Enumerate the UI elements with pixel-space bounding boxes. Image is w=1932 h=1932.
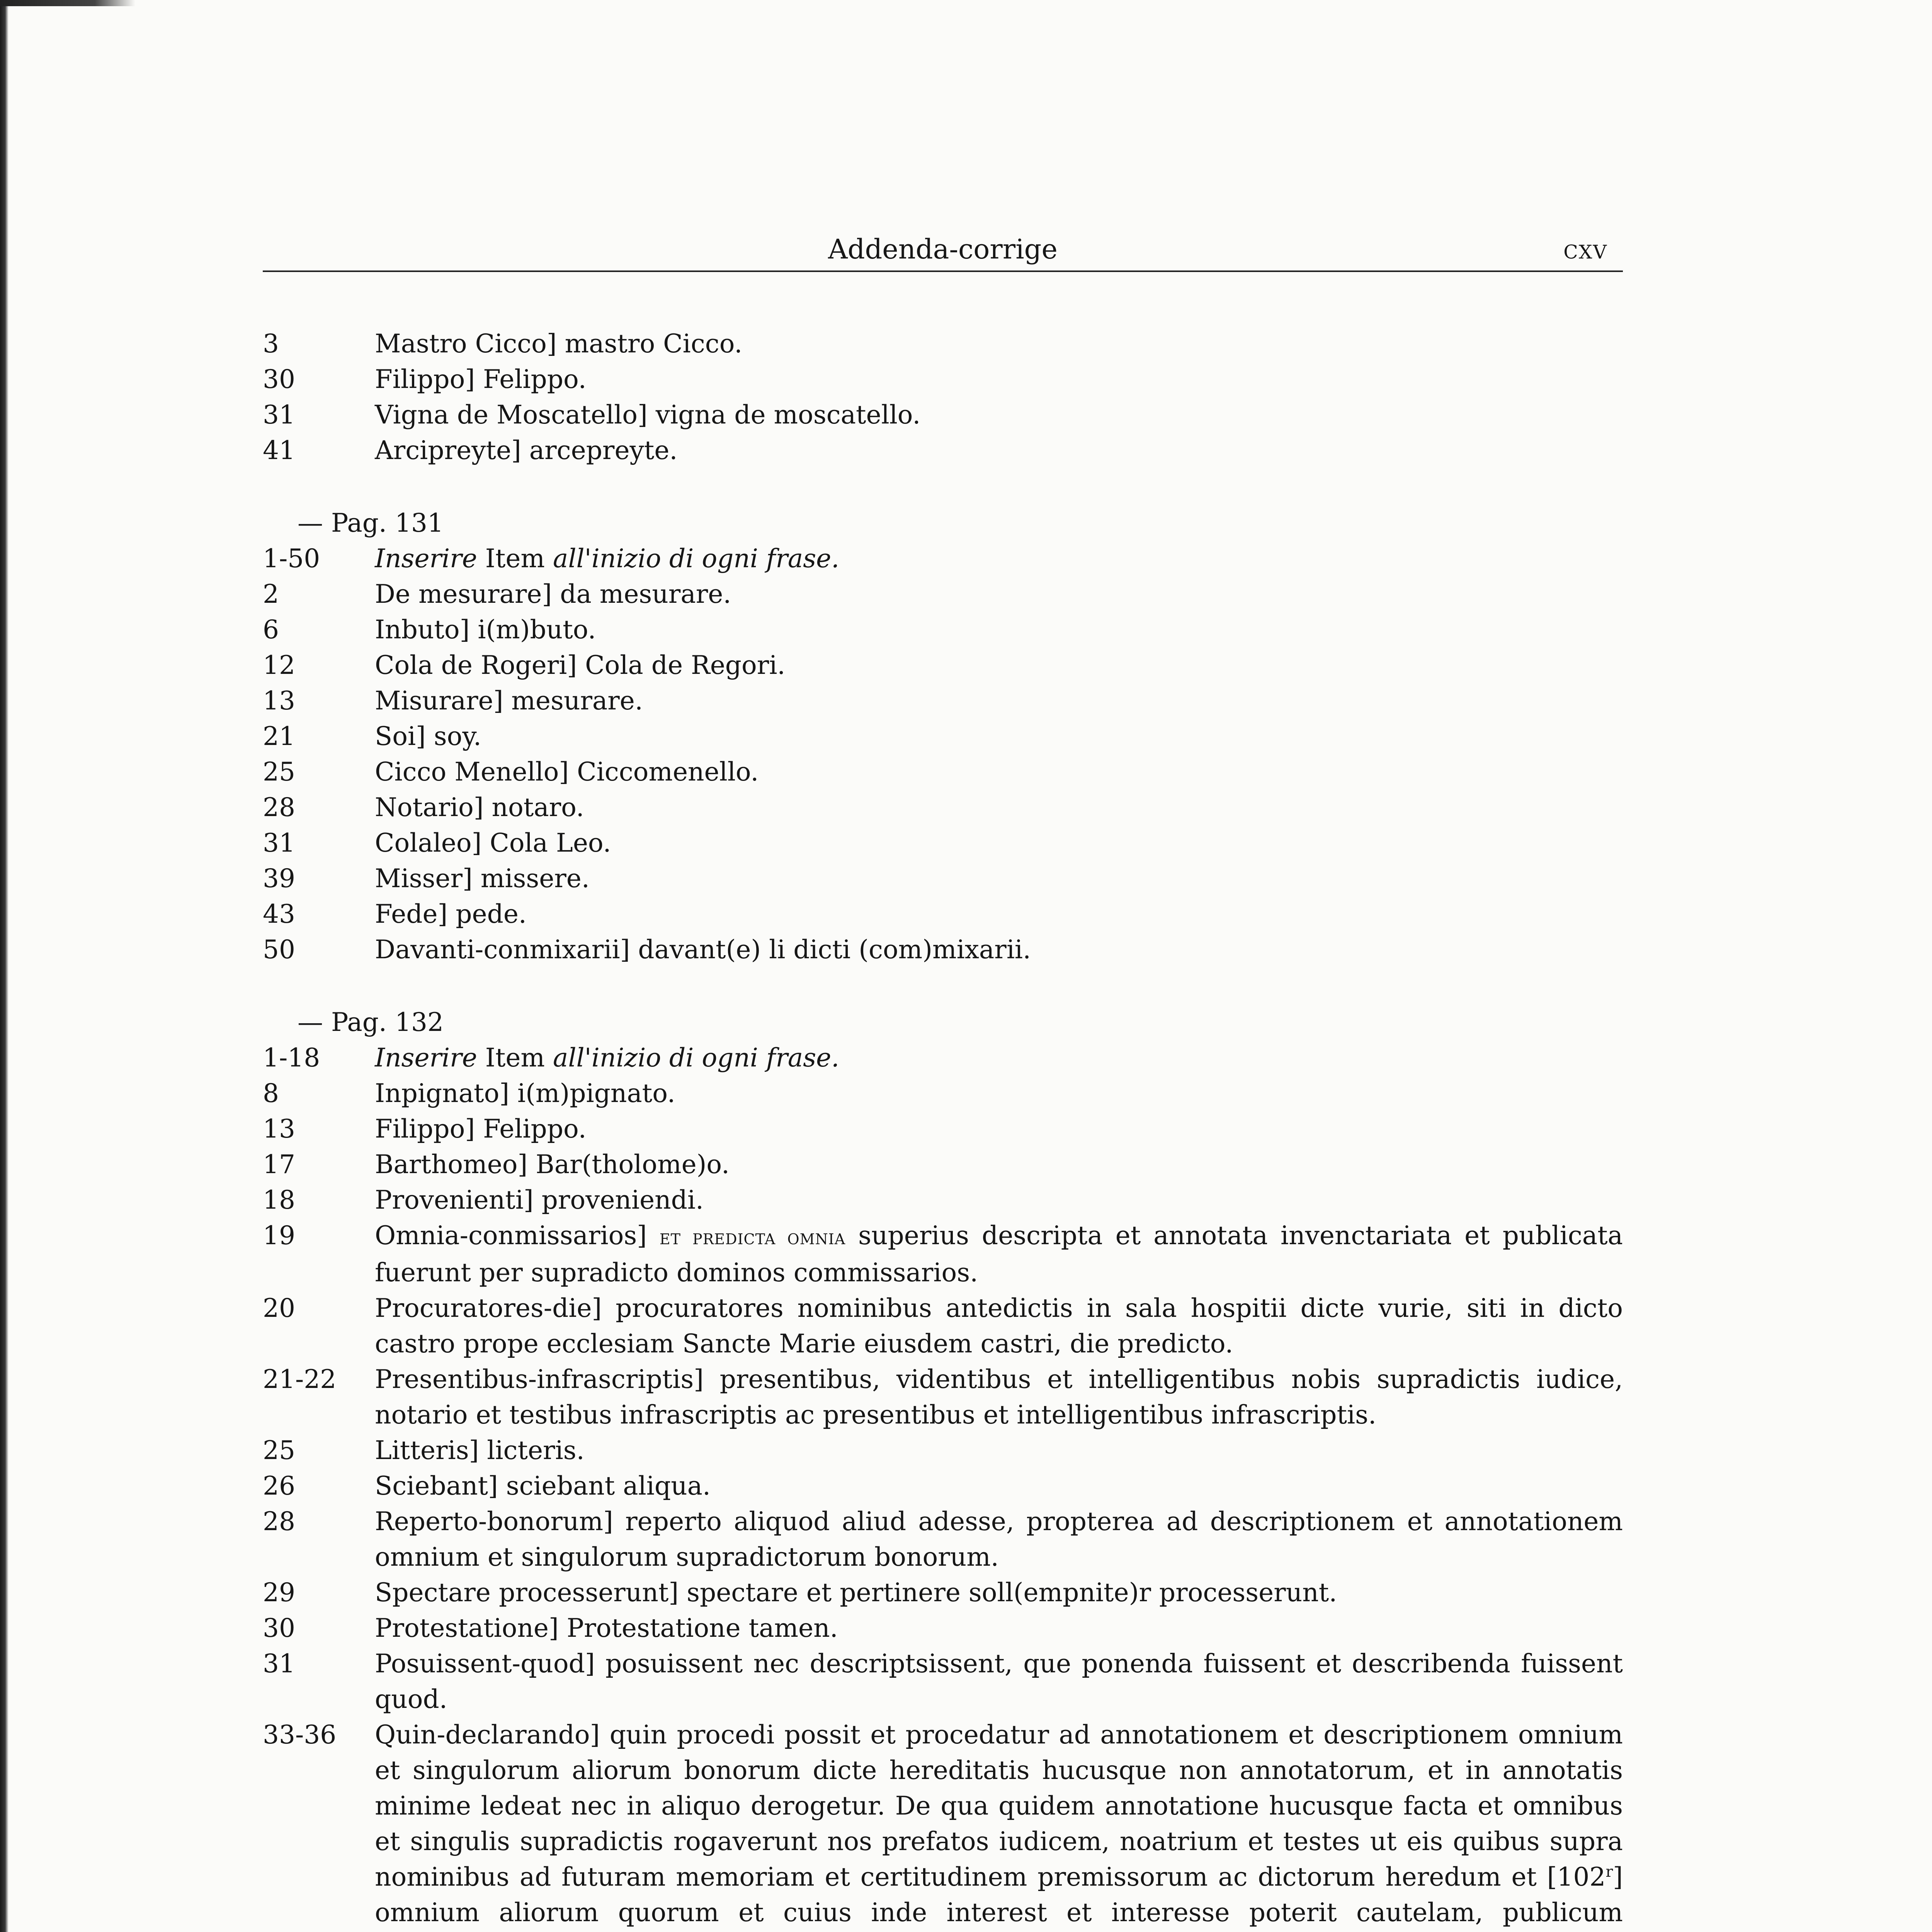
corrigendum-entry	[263, 1218, 1623, 1291]
corrigendum-entry	[263, 825, 1623, 861]
line-number: 50	[263, 935, 295, 964]
line-number: 20	[263, 1293, 295, 1323]
entry-text: Inbuto] i(m)buto.	[375, 615, 596, 645]
entry-text: Vigna de Moscatello] vigna de moscatello.	[375, 400, 921, 430]
line-number: 13	[263, 1114, 295, 1144]
entry-text: Sciebant] sciebant aliqua.	[375, 1471, 711, 1501]
instruction-italic: all'inizio di ogni frase.	[553, 1043, 840, 1073]
line-number: 28	[263, 1507, 295, 1536]
line-number: 18	[263, 1185, 295, 1215]
line-number: 8	[263, 1078, 279, 1108]
entry-text: Presentibus-infrascriptis] presentibus, videntibus et intelligentibus nobis supradictis iudice, notario et testibus infrascriptis ac presentibus et intelligentibus infrascriptis.	[375, 1364, 1623, 1430]
entry-text: Soi] soy.	[375, 721, 481, 751]
entry-text	[375, 1218, 1623, 1291]
corrigendum-entry	[263, 1147, 1623, 1182]
line-number: 31	[263, 400, 295, 430]
line-number: 13	[263, 686, 295, 716]
corrigendum-entry	[263, 612, 1623, 648]
corrigendum-entry	[263, 362, 1623, 397]
corrigendum-entry	[263, 1717, 1623, 1932]
corrigenda-list	[263, 326, 1623, 1932]
corrigendum-entry	[263, 648, 1623, 683]
line-number: 26	[263, 1471, 295, 1501]
entry-text: Filippo] Felippo.	[375, 1114, 587, 1144]
entry-text: Fede] pede.	[375, 899, 527, 929]
corrigendum-entry	[263, 1468, 1623, 1504]
corrigendum-entry	[263, 896, 1623, 932]
line-number: 33-36	[263, 1720, 337, 1750]
corrigendum-entry	[263, 932, 1623, 968]
corrigendum-entry	[263, 577, 1623, 612]
corrigendum-entry	[263, 719, 1623, 754]
corrigendum-entry	[263, 1646, 1623, 1717]
corrigendum-entry	[263, 1111, 1623, 1147]
line-number: 41	[263, 435, 295, 465]
corrigendum-entry	[263, 1362, 1623, 1433]
corrigendum-entry	[263, 326, 1623, 362]
corrigendum-entry	[263, 1611, 1623, 1646]
entry-text: Litteris] licteris.	[375, 1435, 585, 1465]
small-caps-text: et predicta omnia	[659, 1225, 846, 1249]
superscript: r	[1605, 1863, 1613, 1881]
corrigendum-entry	[263, 1433, 1623, 1468]
corrigendum-entry	[263, 433, 1623, 468]
entry-text: Cicco Menello] Ciccomenello.	[375, 757, 759, 787]
running-head	[263, 228, 1623, 272]
entry-text: Inpignato] i(m)pignato.	[375, 1078, 675, 1108]
line-number: 17	[263, 1150, 295, 1179]
corrigendum-entry	[263, 683, 1623, 719]
entry-text: Provenienti] proveniendi.	[375, 1185, 704, 1215]
text-part: superius descripta et annotata invenctariata et publicata fuerunt per supradicto dominos commissarios.	[375, 1221, 1623, 1287]
entry-text	[375, 1717, 1623, 1932]
line-number: 31	[263, 1649, 295, 1679]
line-number: 21	[263, 721, 295, 751]
instruction-term: Item	[477, 1043, 553, 1073]
entry-text: Procuratores-die] procuratores nominibus antedictis in sala hospitii dicte vurie, siti in dicto castro prope ecclesiam Sancte Marie eiusdem castri, die predicto.	[375, 1293, 1623, 1359]
line-number: 25	[263, 757, 295, 787]
line-number: 28	[263, 793, 295, 822]
scan-binding-edge	[0, 0, 9, 1932]
lead-entry	[263, 541, 1623, 577]
section-heading: — Pag. 132	[298, 1007, 444, 1037]
instruction-term: Item	[477, 544, 553, 573]
entry-text: Posuissent-quod] posuissent nec descriptsissent, que ponenda fuissent et describenda fuissent quod.	[375, 1649, 1623, 1714]
corrigendum-entry	[263, 1291, 1623, 1362]
entry-text: Arcipreyte] arcepreyte.	[375, 435, 678, 465]
entry-text: Davanti-conmixarii] davant(e) li dicti (com)mixarii.	[375, 935, 1031, 964]
entry-text	[375, 1040, 1623, 1076]
corrigendum-entry	[263, 754, 1623, 790]
line-number: 1-50	[263, 544, 320, 573]
line-number: 25	[263, 1435, 295, 1465]
lead-entry	[263, 1040, 1623, 1076]
entry-text: Colaleo] Cola Leo.	[375, 828, 611, 858]
line-number: 30	[263, 1613, 295, 1643]
line-number: 6	[263, 615, 279, 645]
entry-text: Mastro Cicco] mastro Cicco.	[375, 329, 743, 359]
line-number: 3	[263, 329, 279, 359]
entry-text: Spectare processerunt] spectare et pertinere soll(empnite)r processerunt.	[375, 1578, 1337, 1607]
entry-text: Notario] notaro.	[375, 793, 584, 822]
corrigendum-entry	[263, 1575, 1623, 1611]
line-number: 29	[263, 1578, 295, 1607]
line-number: 12	[263, 650, 295, 680]
instruction-italic: Inserire	[375, 544, 477, 573]
instruction-italic: Inserire	[375, 1043, 477, 1073]
page-number: cxv	[1563, 233, 1607, 265]
entry-text: Filippo] Felippo.	[375, 364, 587, 394]
text-part: Quin-declarando] quin procedi possit et procedatur ad annotationem et descriptionem omnium et singulorum aliorum bonorum dicte hereditatis hucusque non annotatorum, et in annotatis minime ledeat nec in aliquo derogetur. De qua quidem annotatione hucusque facta et omnibus et singulis supradictis rogaverunt nos prefatos iudicem, noatrium et testes ut eis quibus supra nominibus ad futuram memoriam et certitudinem premissorum ac dictorum heredum et [102	[375, 1720, 1623, 1892]
line-number: 19	[263, 1221, 295, 1250]
line-number: 21-22	[263, 1364, 337, 1394]
line-number: 31	[263, 828, 295, 858]
line-number: 2	[263, 579, 279, 609]
section-heading: — Pag. 131	[298, 508, 444, 538]
instruction-italic: all'inizio di ogni frase.	[553, 544, 840, 573]
entry-text: Misurare] mesurare.	[375, 686, 643, 716]
scan-corner-shadow	[0, 0, 135, 6]
corrigendum-entry	[263, 397, 1623, 433]
entry-text: Barthomeo] Bar(tholome)o.	[375, 1150, 730, 1179]
corrigendum-entry	[263, 790, 1623, 825]
entry-text	[375, 541, 1623, 577]
corrigendum-entry	[263, 1076, 1623, 1111]
corrigendum-entry	[263, 1504, 1623, 1575]
entry-text: De mesurare] da mesurare.	[375, 579, 731, 609]
entry-text: Cola de Rogeri] Cola de Regori.	[375, 650, 786, 680]
corrigendum-entry	[263, 861, 1623, 896]
text-part: Omnia-conmissarios]	[375, 1221, 660, 1250]
entry-text: Protestatione] Protestatione tamen.	[375, 1613, 838, 1643]
page-title: Addenda-corrige	[828, 233, 1058, 265]
corrigendum-entry	[263, 1182, 1623, 1218]
line-number: 43	[263, 899, 295, 929]
line-number: 1-18	[263, 1043, 320, 1073]
line-number: 39	[263, 864, 295, 893]
line-number: 30	[263, 364, 295, 394]
entry-text: Reperto-bonorum] reperto aliquod aliud adesse, propterea ad descriptionem et annotationem omnium et singulorum supradictorum bonorum.	[375, 1507, 1623, 1572]
document-page	[263, 228, 1623, 1932]
entry-text: Misser] missere.	[375, 864, 590, 893]
text-part: ] omnium aliorum quorum et cuius inde interest et interesse poterit cautelam, publicum	[375, 1862, 1623, 1927]
